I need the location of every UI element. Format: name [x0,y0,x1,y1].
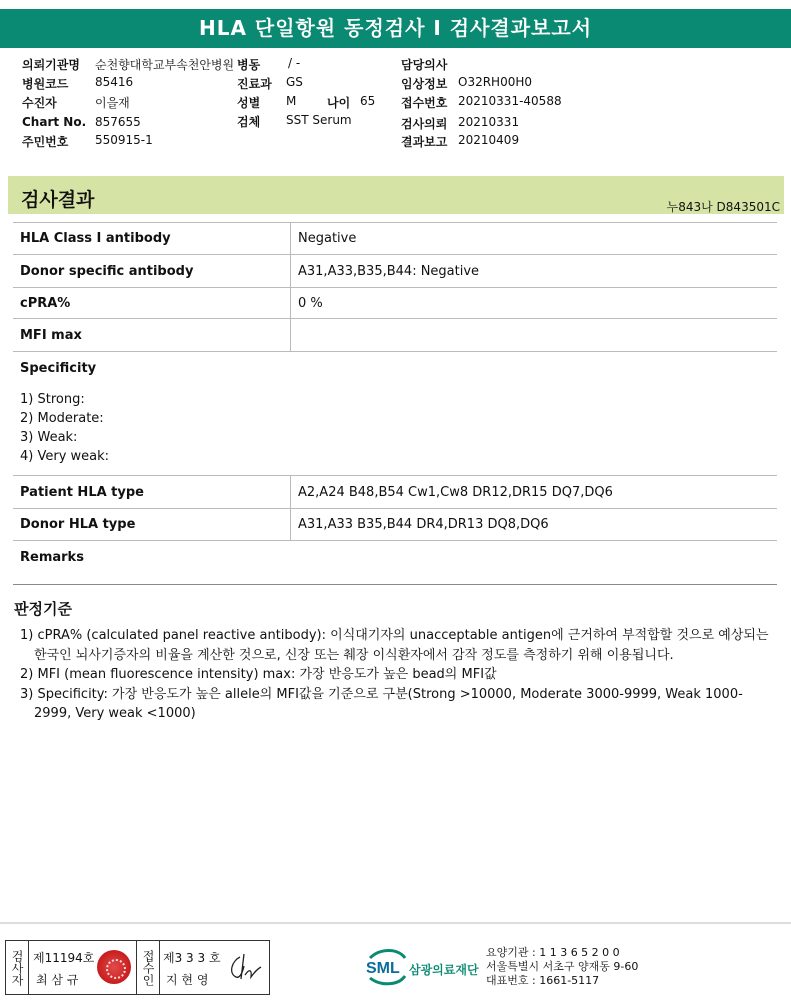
receipt-no-label: 접수번호 [401,96,448,110]
results-title: 검사결과 [21,189,95,211]
criteria-list [20,626,772,724]
rrn-value: 550915-1 [95,133,153,147]
result-value: 0 % [291,288,778,319]
hospital-code-label: 병원코드 [22,77,69,91]
remarks-row [13,541,777,585]
specificity-label: Specificity [20,361,97,376]
tester-license: 제11194호 [33,951,95,965]
remarks-label: Remarks [20,550,84,565]
result-value [291,319,778,352]
results-header [8,176,784,214]
department-value: GS [286,75,303,89]
result-label: Donor specific antibody [13,255,291,288]
report-date-value: 20210409 [458,133,520,147]
org-street: 서울특별시 서초구 양재동 9-60 [486,960,639,973]
chart-no-value: 857655 [95,115,141,129]
clinical-info-value: O32RH00H0 [458,75,533,89]
clinical-info-label: 임상정보 [401,77,448,91]
approver-label: 접수인 [136,941,160,994]
org-phone: 대표번호 : 1661-5117 [486,974,600,987]
request-date-value: 20210331 [458,115,520,129]
org-address [486,946,638,988]
criteria-title: 판정기준 [14,600,72,618]
specificity-item: 4) Very weak: [20,449,110,464]
request-date-label: 검사의뢰 [401,117,448,131]
approver-license: 제3 3 3 호 [163,951,221,965]
patient-label: 수진자 [22,96,57,110]
result-row [13,319,777,352]
ward-label: 병동 [237,58,261,72]
institution-label: 의뢰기관명 [22,58,80,72]
criteria-item: 3) Specificity: 가장 반응도가 높은 allele의 MFI값을 기준으로 구분(Strong >10000, Moderate 3000-9999, Weak 1000-2999, Very weak <1000) [20,686,743,721]
result-label: MFI max [13,319,291,352]
reference-number: 누843나 D843501C [666,200,780,214]
donor-hla-label: Donor HLA type [13,509,291,541]
signature-box [5,940,270,995]
org-code: 요양기관 : 1 1 3 6 5 2 0 0 [486,946,620,959]
receipt-no-value: 20210331-40588 [458,94,562,108]
specimen-value: SST Serum [286,113,352,127]
tester-label: 검사자 [6,941,29,994]
approver-name: 지 현 영 [166,973,209,987]
tester-name: 최 삼 규 [36,973,79,987]
patient-value: 이을재 [95,96,130,110]
patient-hla-row [13,476,777,509]
institution-value: 순천향대학교부속천안병원 [95,58,235,72]
specimen-label: 검체 [237,115,261,129]
signature-mark [224,951,264,985]
result-label: HLA Class I antibody [13,223,291,255]
rrn-label: 주민번호 [22,135,69,149]
department-label: 진료과 [237,77,272,91]
patient-hla-value: A2,A24 B48,B54 Cw1,Cw8 DR12,DR15 DQ7,DQ6 [291,476,778,509]
specificity-item: 1) Strong: [20,392,85,407]
specificity-row [13,352,777,476]
sml-logo-text: SML [366,960,400,977]
ward-value: / - [288,56,301,70]
result-row [13,223,777,255]
report-title: HLA 단일항원 동정검사 I 검사결과보고서 [0,9,791,48]
result-label: cPRA% [13,288,291,319]
org-name: 삼광의료재단 [409,963,479,977]
age-value: 65 [360,94,376,108]
result-row [13,255,777,288]
result-value: A31,A33,B35,B44: Negative [291,255,778,288]
results-table [13,222,777,585]
report-date-label: 결과보고 [401,135,448,149]
patient-hla-label: Patient HLA type [13,476,291,509]
official-seal [97,950,131,984]
criteria-item: 1) cPRA% (calculated panel reactive antibody): 이식대기자의 unacceptable antigen에 근거하여 부적합할 것으로 예상되는 한국인 뇌사기증자의 비율을 계산한 것으로, 신장 또는 췌장 이식환자에서 감작 정도를 측정하기 위해 이용됩니다. [20,628,769,663]
specificity-list [20,390,770,466]
result-row [13,288,777,319]
footer-divider [0,922,791,924]
sex-value: M [286,94,297,108]
hospital-code-value: 85416 [95,75,134,89]
donor-hla-row [13,509,777,541]
donor-hla-value: A31,A33 B35,B44 DR4,DR13 DQ8,DQ6 [291,509,778,541]
result-value: Negative [291,223,778,255]
specificity-cell [13,352,777,476]
remarks-cell [13,541,777,585]
age-label: 나이 [327,96,351,110]
specificity-item: 3) Weak: [20,430,78,445]
doctor-label: 담당의사 [401,58,448,72]
specificity-item: 2) Moderate: [20,411,104,426]
criteria-item: 2) MFI (mean fluorescence intensity) max: 가장 반응도가 높은 bead의 MFI값 [20,667,497,682]
sex-label: 성별 [237,96,261,110]
chart-no-label: Chart No. [22,115,87,129]
